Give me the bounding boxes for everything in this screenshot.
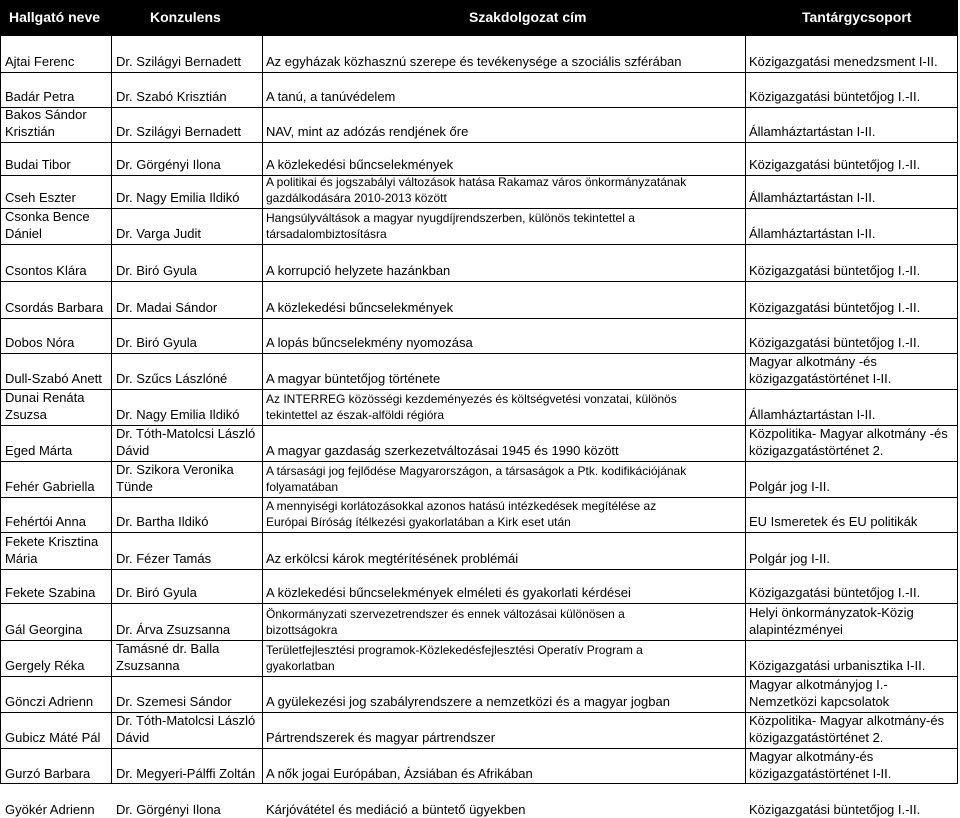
advisor-name-line: Dávid — [116, 730, 150, 745]
subject-group — [749, 801, 957, 818]
row-divider — [0, 244, 958, 245]
student-name — [5, 334, 110, 351]
thesis-title — [266, 391, 744, 423]
row-divider — [0, 72, 958, 73]
student-name-line: Fehér Gabriella — [5, 479, 95, 494]
student-name — [5, 262, 110, 279]
student-name — [5, 513, 110, 530]
thesis-title — [266, 606, 744, 638]
advisor-name — [116, 88, 261, 105]
subject-group-line: Közpolitika- Magyar alkotmány-és — [749, 713, 945, 728]
subject-group-line: Magyar alkotmány -és — [749, 354, 877, 369]
subject-group-line: Közigazgatási büntetőjog I.-II. — [749, 263, 921, 278]
advisor-name-line: Tamásné dr. Balla — [116, 641, 220, 656]
advisor-name — [116, 189, 261, 206]
thesis-title-line: A közlekedési bűncselekmények — [266, 300, 454, 315]
thesis-title — [266, 642, 744, 674]
thesis-title-line: társadalombiztosításra — [266, 227, 387, 241]
subject-group-line: alapintézményei — [749, 622, 843, 637]
thesis-title — [266, 174, 744, 206]
advisor-name-line: Dr. Görgényi Ilona — [116, 802, 221, 817]
thesis-title-line: Az INTERREG közösségi kezdeményezés és költségvetési vonzatai, különös — [266, 392, 677, 406]
advisor-name — [116, 640, 261, 674]
subject-group-line: Államháztartástan I-II. — [749, 407, 876, 422]
advisor-name — [116, 225, 261, 242]
advisor-name-line: Dr. Szilágyi Bernadett — [116, 54, 242, 69]
student-name-line: Cseh Eszter — [5, 190, 76, 205]
student-name — [5, 765, 110, 782]
student-name-line: Gurzó Barbara — [5, 766, 91, 781]
thesis-title-line: A nők jogai Európában, Ázsiában és Afrikában — [266, 766, 533, 781]
advisor-name-line: Dr. Varga Judit — [116, 226, 202, 241]
subject-group — [749, 262, 957, 279]
advisor-name-line: Dávid — [116, 443, 150, 458]
advisor-name — [116, 406, 261, 423]
thesis-title — [266, 210, 744, 242]
subject-group-line: Közigazgatási büntetőjog I.-II. — [749, 157, 921, 172]
subject-group — [749, 676, 957, 710]
advisor-name-line: Zsuzsanna — [116, 658, 180, 673]
thesis-title-line: A gyülekezési jog szabályrendszere a nemzetközi és a magyar jogban — [266, 694, 670, 709]
header-thesis-title: Szakdolgozat cím — [469, 9, 587, 25]
header-subject-group: Tantárgycsoport — [802, 9, 912, 25]
thesis-title — [266, 584, 744, 601]
subject-group — [749, 657, 957, 674]
advisor-name-line: Dr. Biró Gyula — [116, 263, 197, 278]
student-name-line: Krisztián — [5, 124, 55, 139]
subject-group — [749, 425, 957, 459]
student-name — [5, 478, 110, 495]
student-name-line: Csonka Bence — [5, 209, 90, 224]
student-name — [5, 208, 110, 242]
student-name-line: Gubicz Máté Pál — [5, 730, 101, 745]
thesis-title-line: Pártrendszerek és magyar pártrendszer — [266, 730, 496, 745]
subject-group — [749, 123, 957, 140]
student-name — [5, 88, 110, 105]
thesis-title-line: Kárjóvátétel és mediáció a büntető ügyekben — [266, 802, 526, 817]
column-divider — [262, 36, 263, 784]
advisor-name-line: Dr. Görgényi Ilona — [116, 157, 221, 172]
subject-group — [749, 88, 957, 105]
student-name-line: Fekete Szabina — [5, 585, 96, 600]
subject-group — [749, 604, 957, 638]
advisor-name-line: Dr. Szűcs Lászlóné — [116, 371, 228, 386]
student-name-line: Fehértói Anna — [5, 514, 86, 529]
student-name — [5, 370, 110, 387]
student-name — [5, 657, 110, 674]
subject-group-line: Közigazgatási büntetőjog I.-II. — [749, 802, 921, 817]
thesis-title-line: Az egyházak közhasznú szerepe és tevékenysége a szociális szférában — [266, 54, 682, 69]
thesis-title-line: A társasági jog fejlődése Magyarországon, a társaságok a Ptk. kodifikációjának — [266, 464, 687, 478]
advisor-name-line: Dr. Szemesi Sándor — [116, 694, 232, 709]
advisor-name-line: Dr. Tóth-Matolcsi László — [116, 713, 256, 728]
advisor-name — [116, 712, 261, 746]
row-divider — [0, 107, 958, 108]
advisor-name-line: Dr. Megyeri-Pálffi Zoltán — [116, 766, 256, 781]
advisor-name — [116, 156, 261, 173]
advisor-name — [116, 53, 261, 70]
student-name-line: Mária — [5, 551, 38, 566]
advisor-name-line: Dr. Fézer Tamás — [116, 551, 212, 566]
advisor-name-line: Dr. Szilágyi Bernadett — [116, 124, 242, 139]
subject-group-line: EU Ismeretek és EU politikák — [749, 514, 918, 529]
advisor-name-line: Dr. Nagy Emilia Ildikó — [116, 190, 240, 205]
advisor-name — [116, 334, 261, 351]
student-name — [5, 156, 110, 173]
advisor-name — [116, 801, 261, 818]
thesis-title — [266, 550, 744, 567]
student-name-line: Gál Georgina — [5, 622, 83, 637]
student-name-line: Fekete Krisztina — [5, 534, 99, 549]
thesis-title-line: A mennyiségi korlátozásokkal azonos hatású intézkedések megítélése az — [266, 499, 657, 513]
thesis-title-line: A közlekedési bűncselekmények elméleti és gyakorlati kérdései — [266, 585, 631, 600]
student-name-line: Csordás Barbara — [5, 300, 104, 315]
student-name-line: Gönczi Adrienn — [5, 694, 94, 709]
subject-group — [749, 584, 957, 601]
thesis-title-line: A magyar büntetőjog története — [266, 371, 441, 386]
subject-group-line: Közpolitika- Magyar alkotmány -és — [749, 426, 948, 441]
advisor-name-line: Dr. Árva Zsuzsanna — [116, 622, 231, 637]
thesis-title-line: Az erkölcsi károk megtérítésének problémái — [266, 551, 519, 566]
subject-group-line: Magyar alkotmány-és — [749, 749, 874, 764]
student-name — [5, 299, 110, 316]
subject-group-line: Helyi önkormányzatok-Közig — [749, 605, 914, 620]
subject-group — [749, 299, 957, 316]
subject-group — [749, 189, 957, 206]
thesis-title — [266, 88, 744, 105]
column-divider — [745, 36, 746, 784]
student-name-line: Budai Tibor — [5, 157, 71, 172]
student-name-line: Dunai Renáta — [5, 390, 85, 405]
student-name — [5, 801, 110, 818]
subject-group — [749, 53, 957, 70]
subject-group-line: közigazgatástörténet I-II. — [749, 766, 892, 781]
table-border — [0, 0, 1, 784]
subject-group-line: Államháztartástan I-II. — [749, 226, 876, 241]
thesis-title-line: A korrupció helyzete hazánkban — [266, 263, 451, 278]
student-name-line: Zsuzsa — [5, 407, 47, 422]
advisor-name-line: Dr. Szabó Krisztián — [116, 89, 227, 104]
thesis-title — [266, 801, 744, 818]
thesis-title-line: A magyar gazdaság szerkezetváltozásai 1945 és 1990 között — [266, 443, 619, 458]
student-name — [5, 389, 110, 423]
student-name-line: Gergely Réka — [5, 658, 85, 673]
row-divider — [0, 142, 958, 143]
row-divider — [0, 569, 958, 570]
subject-group-line: Államháztartástan I-II. — [749, 190, 876, 205]
subject-group-line: Közigazgatási büntetőjog I.-II. — [749, 335, 921, 350]
subject-group — [749, 478, 957, 495]
student-name — [5, 729, 110, 746]
subject-group — [749, 353, 957, 387]
subject-group — [749, 334, 957, 351]
subject-group-line: Közigazgatási büntetőjog I.-II. — [749, 89, 921, 104]
thesis-title — [266, 156, 744, 173]
advisor-name — [116, 425, 261, 459]
subject-group-line: Magyar alkotmányjog I.- — [749, 677, 888, 692]
subject-group-line: közigazgatástörténet I-II. — [749, 371, 892, 386]
advisor-name-line: Dr. Biró Gyula — [116, 585, 197, 600]
student-name-line: Eged Márta — [5, 443, 73, 458]
thesis-title-line: A lopás bűncselekmény nyomozása — [266, 335, 473, 350]
advisor-name — [116, 765, 261, 782]
subject-group — [749, 748, 957, 782]
student-name — [5, 693, 110, 710]
thesis-title-line: tekintettel az észak-alföldi régióra — [266, 408, 445, 422]
thesis-title-line: NAV, mint az adózás rendjének őre — [266, 124, 469, 139]
student-name — [5, 442, 110, 459]
thesis-title — [266, 463, 744, 495]
thesis-title-line: Területfejlesztési programok-Közlekedésfejlesztési Operatív Program a — [266, 643, 643, 657]
advisor-name-line: Dr. Biró Gyula — [116, 335, 197, 350]
thesis-title — [266, 53, 744, 70]
advisor-name-line: Dr. Nagy Emilia Ildikó — [116, 407, 240, 422]
subject-group — [749, 156, 957, 173]
header-student-name: Hallgató neve — [9, 9, 101, 25]
thesis-title-line: Önkormányzati szervezetrendszer és ennek változásai különösen a — [266, 607, 625, 621]
thesis-title — [266, 370, 744, 387]
table-border — [957, 0, 958, 784]
subject-group-line: Nemzetközi kapcsolatok — [749, 694, 890, 709]
student-name — [5, 106, 110, 140]
thesis-title — [266, 498, 744, 530]
row-divider — [0, 281, 958, 282]
subject-group-line: Közigazgatási büntetőjog I.-II. — [749, 585, 921, 600]
thesis-title-line: A közlekedési bűncselekmények — [266, 157, 454, 172]
thesis-title — [266, 299, 744, 316]
thesis-title-line: bizottságokra — [266, 623, 338, 637]
subject-group — [749, 225, 957, 242]
advisor-name — [116, 299, 261, 316]
subject-group-line: Közigazgatási büntetőjog I.-II. — [749, 300, 921, 315]
thesis-title — [266, 442, 744, 459]
student-name-line: Csontos Klára — [5, 263, 87, 278]
student-name-line: Bakos Sándor — [5, 107, 87, 122]
advisor-name — [116, 461, 261, 495]
advisor-name — [116, 123, 261, 140]
thesis-title — [266, 123, 744, 140]
thesis-title — [266, 334, 744, 351]
row-divider — [0, 208, 958, 209]
subject-group-line: Államháztartástan I-II. — [749, 124, 876, 139]
student-name-line: Dobos Nóra — [5, 335, 75, 350]
subject-group-line: Polgár jog I-II. — [749, 551, 830, 566]
thesis-title — [266, 262, 744, 279]
thesis-title-line: A politikai és jogszabályi változások hatása Rakamaz város önkormányzatának — [266, 175, 687, 189]
subject-group-line: Közigazgatási menedzsment I-II. — [749, 54, 938, 69]
student-name — [5, 53, 110, 70]
advisor-name — [116, 550, 261, 567]
subject-group-line: Közigazgatási urbanisztika I-II. — [749, 658, 926, 673]
row-divider — [0, 532, 958, 533]
advisor-name — [116, 621, 261, 638]
advisor-name-line: Tünde — [116, 479, 153, 494]
thesis-title-line: gyakorlatban — [266, 659, 335, 673]
subject-group-line: Polgár jog I-II. — [749, 479, 830, 494]
advisor-name-line: Dr. Bartha Ildikó — [116, 514, 209, 529]
student-name — [5, 621, 110, 638]
column-divider — [111, 36, 112, 784]
thesis-title-line: Hangsúlyváltások a magyar nyugdíjrendszerben, különös tekintettel a — [266, 211, 635, 225]
thesis-title-line: A tanú, a tanúvédelem — [266, 89, 396, 104]
student-name — [5, 533, 110, 567]
student-name-line: Dániel — [5, 226, 42, 241]
thesis-title — [266, 765, 744, 782]
thesis-title — [266, 693, 744, 710]
advisor-name — [116, 262, 261, 279]
student-name — [5, 584, 110, 601]
student-name-line: Badár Petra — [5, 89, 75, 104]
student-name-line: Ajtai Ferenc — [5, 54, 75, 69]
header-advisor: Konzulens — [150, 9, 221, 25]
advisor-name — [116, 370, 261, 387]
subject-group — [749, 406, 957, 423]
thesis-title-line: folyamatában — [266, 480, 339, 494]
advisor-name-line: Dr. Szikora Veronika — [116, 462, 234, 477]
subject-group — [749, 550, 957, 567]
advisor-name — [116, 584, 261, 601]
subject-group-line: közigazgatástörténet 2. — [749, 443, 884, 458]
table-header — [0, 0, 958, 36]
thesis-title-line: gazdálkodására 2010-2013 között — [266, 191, 447, 205]
thesis-title — [266, 729, 744, 746]
advisor-name — [116, 693, 261, 710]
row-divider — [0, 389, 958, 390]
advisor-name — [116, 513, 261, 530]
student-name — [5, 189, 110, 206]
student-name-line: Gyökér Adrienn — [5, 802, 95, 817]
subject-group — [749, 712, 957, 746]
advisor-name-line: Dr. Tóth-Matolcsi László — [116, 426, 256, 441]
row-divider — [0, 318, 958, 319]
student-name-line: Dull-Szabó Anett — [5, 371, 102, 386]
thesis-title-line: Európai Bíróság ítélkezési gyakorlatában a Kirk eset után — [266, 515, 571, 529]
subject-group — [749, 513, 957, 530]
subject-group-line: közigazgatástörténet 2. — [749, 730, 884, 745]
advisor-name-line: Dr. Madai Sándor — [116, 300, 218, 315]
